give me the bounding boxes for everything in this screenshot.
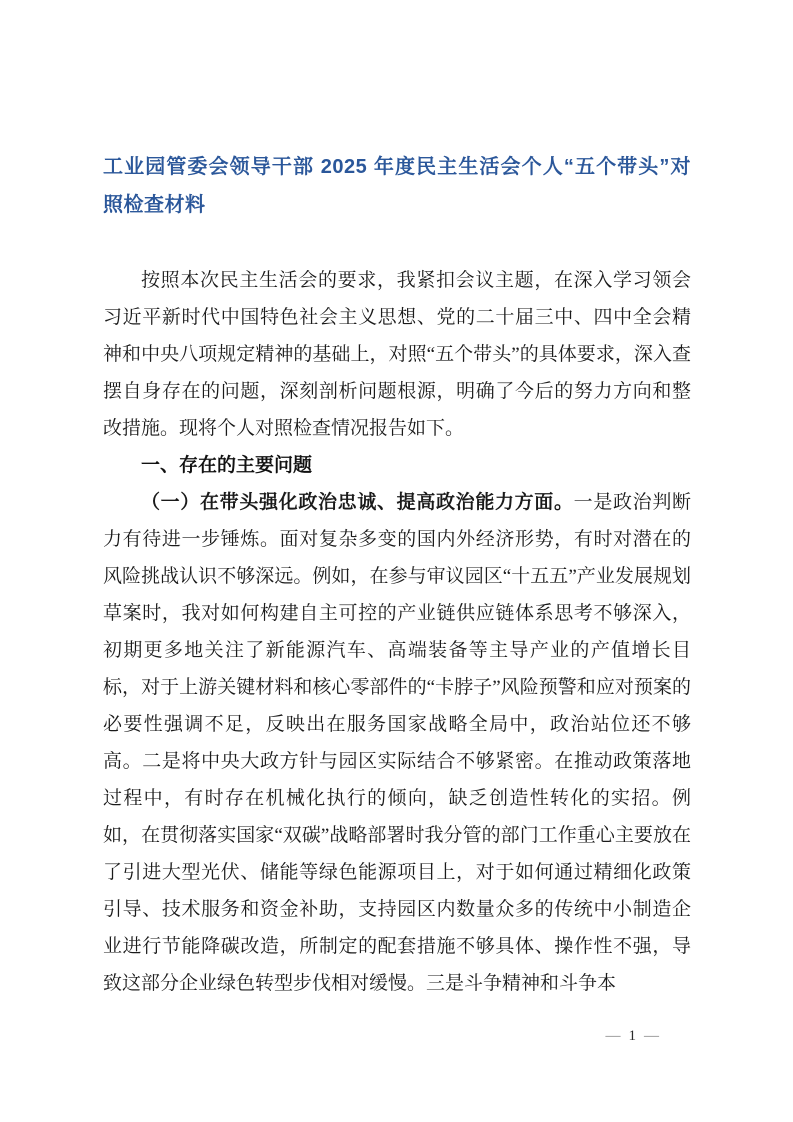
section-heading: 一、存在的主要问题: [141, 455, 313, 476]
subsection-lead: （一）在带头强化政治忠诚、提高政治能力方面。: [141, 492, 574, 513]
subsection-paragraph: [103, 484, 691, 1002]
subsection-body: 一是政治判断力有待进一步锤炼。面对复杂多变的国内外经济形势，有时对潜在的风险挑战认识不够深远。例如，在参与审议园区“十五五”产业发展规划草案时，我对如何构建自主可控的产业链供应链体系思考不够深入，初期更多地关注了新能源汽车、高端装备等主导产业的产值增长目标，对于上游关键材料和核心零部件的“卡脖子”风险预警和应对预案的必要性强调不足，反映出在服务国家战略全局中，政治站位还不够高。二是将中央大政方针与园区实际结合不够紧密。在推动政策落地过程中，有时存在机械化执行的倾向，缺乏创造性转化的实招。例如，在贯彻落实国家“双碳”战略部署时我分管的部门工作重心主要放在了引进大型光伏、储能等绿色能源项目上，对于如何通过精细化政策引导、技术服务和资金补助，支持园区内数量众多的传统中小制造企业进行节能降碳改造，所制定的配套措施不够具体、操作性不强，导致这部分企业绿色转型步伐相对缓慢。三是斗争精神和斗争本: [103, 492, 691, 994]
intro-paragraph: 按照本次民主生活会的要求，我紧扣会议主题，在深入学习领会习近平新时代中国特色社会主义思想、党的二十届三中、四中全会精神和中央八项规定精神的基础上，对照“五个带头”的具体要求，深入查摆自身存在的问题，深刻剖析问题根源，明确了今后的努力方向和整改措施。现将个人对照检查情况报告如下。: [103, 270, 691, 439]
document-content: [0, 148, 793, 1002]
footer-dash-left: —: [605, 1028, 622, 1044]
page-footer: [599, 1026, 668, 1046]
footer-dash-right: —: [644, 1028, 660, 1044]
footer-page-number: 1: [628, 1028, 637, 1044]
document-title: 工业园管委会领导干部 2025 年度民主生活会个人“五个带头”对照检查材料: [103, 156, 691, 216]
